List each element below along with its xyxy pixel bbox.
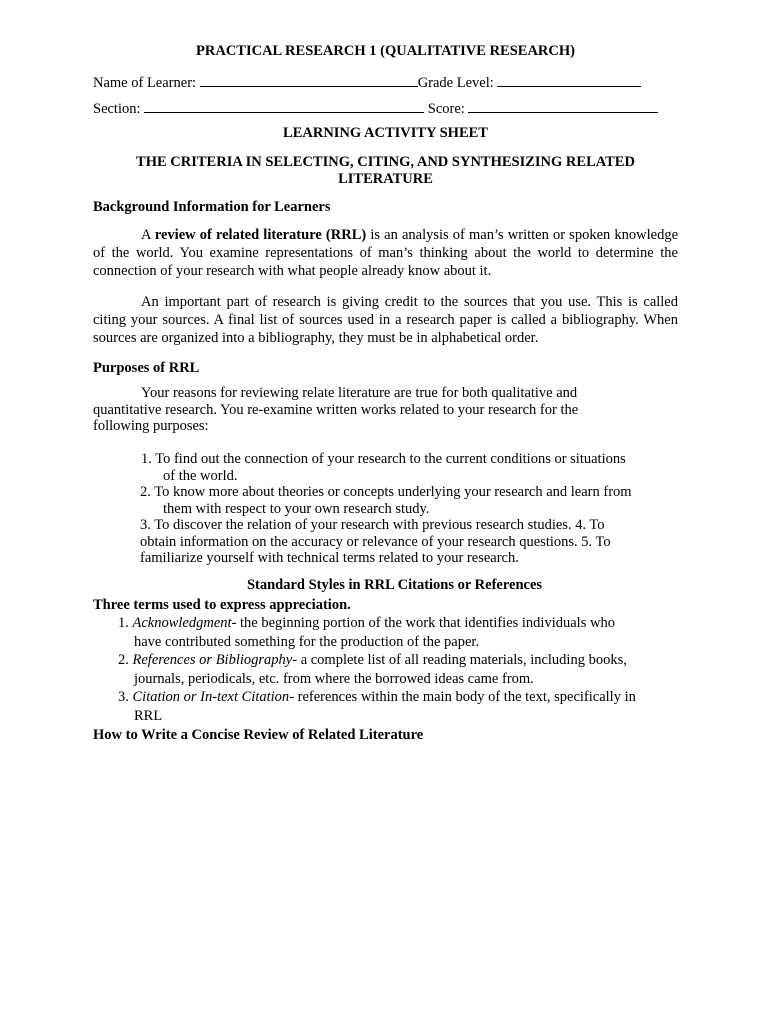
term-1-name: Acknowledgment: [132, 615, 232, 631]
purpose-item-1-cont: of the world.: [163, 467, 238, 484]
purposes-intro-line-2: quantitative research. You re-examine written works related to your research for the: [93, 401, 579, 418]
purpose-items-3-5-line-3: familiarize yourself with technical terms related to your research.: [140, 550, 519, 566]
grade-label: Grade Level:: [417, 75, 494, 91]
purpose-item-2-cont: them with respect to your own research study.: [163, 500, 430, 517]
term-3-name: Citation or In-text Citation: [132, 689, 290, 705]
term-1-number: 1.: [118, 615, 129, 631]
terms-heading: Three terms used to express appreciation.: [93, 597, 351, 613]
sheet-title: LEARNING ACTIVITY SHEET: [283, 125, 488, 141]
rrl-term: review of related literature (RRL): [154, 227, 367, 243]
term-2-definition: - a complete list of all reading materials, including books,: [292, 652, 627, 668]
form-row-section-score: [93, 98, 678, 118]
term-2-definition-cont: journals, periodicals, etc. from where the borrowed ideas came from.: [134, 670, 534, 687]
term-item-1: [93, 614, 678, 633]
name-label: Name of Learner:: [93, 75, 197, 91]
grade-field[interactable]: [497, 72, 641, 87]
concise-review-heading: How to Write a Concise Review of Related Literature: [93, 727, 424, 743]
section-field[interactable]: [144, 98, 424, 113]
styles-heading: Standard Styles in RRL Citations or References: [246, 577, 543, 593]
rrl-definition: is an analysis of man’s written or spoken knowledge of the world. You examine representations of man’s thinking about the world to determine the connection of your research with what people already know about it.: [93, 227, 679, 279]
rrl-lead: A: [141, 227, 151, 243]
purposes-heading: Purposes of RRL: [93, 360, 200, 376]
term-item-2: [93, 651, 678, 670]
purpose-items-3-5-line-1: 3. To discover the relation of your research with previous research studies. 4. To: [140, 517, 605, 533]
background-paragraph-1: [93, 226, 678, 280]
name-field[interactable]: [200, 72, 418, 87]
purpose-items-3-5-line-2: obtain information on the accuracy or relevance of your research questions. 5. To: [140, 533, 611, 550]
term-2-number: 2.: [118, 652, 129, 668]
score-label: Score:: [427, 101, 465, 117]
subject-title: THE CRITERIA IN SELECTING, CITING, AND SYNTHESIZING RELATED LITERATURE: [136, 154, 635, 187]
term-1-definition-cont: have contributed something for the production of the paper.: [134, 633, 480, 650]
term-3-number: 3.: [118, 689, 129, 705]
term-3-definition-cont: RRL: [134, 707, 163, 724]
background-paragraph-2: An important part of research is giving credit to the sources that you use. This is called citing your sources. A final list of sources used in a research paper is called a bibliography. When sources are organized into a bibliography, they must be in alphabetical order.: [93, 294, 678, 346]
term-item-3: [93, 688, 678, 707]
purpose-item-2: 2. To know more about theories or concepts underlying your research and learn from: [140, 484, 632, 500]
purposes-intro-line-1: Your reasons for reviewing relate literature are true for both qualitative and: [141, 385, 578, 401]
document-title: PRACTICAL RESEARCH 1 (QUALITATIVE RESEARCH): [196, 43, 575, 59]
form-row-name-grade: [93, 72, 678, 92]
background-heading: Background Information for Learners: [93, 199, 331, 215]
purposes-intro-line-3: following purposes:: [93, 418, 209, 434]
purpose-item-1: 1. To find out the connection of your research to the current conditions or situations: [141, 451, 626, 467]
purposes-list: [93, 451, 678, 567]
purposes-intro: [93, 385, 678, 435]
term-1-definition: - the beginning portion of the work that identifies individuals who: [231, 615, 615, 631]
section-label: Section:: [93, 101, 141, 117]
term-3-definition: - references within the main body of the text, specifically in: [289, 689, 636, 705]
term-2-name: References or Bibliography: [132, 652, 293, 668]
terms-list: [93, 614, 678, 725]
score-field[interactable]: [468, 98, 658, 113]
